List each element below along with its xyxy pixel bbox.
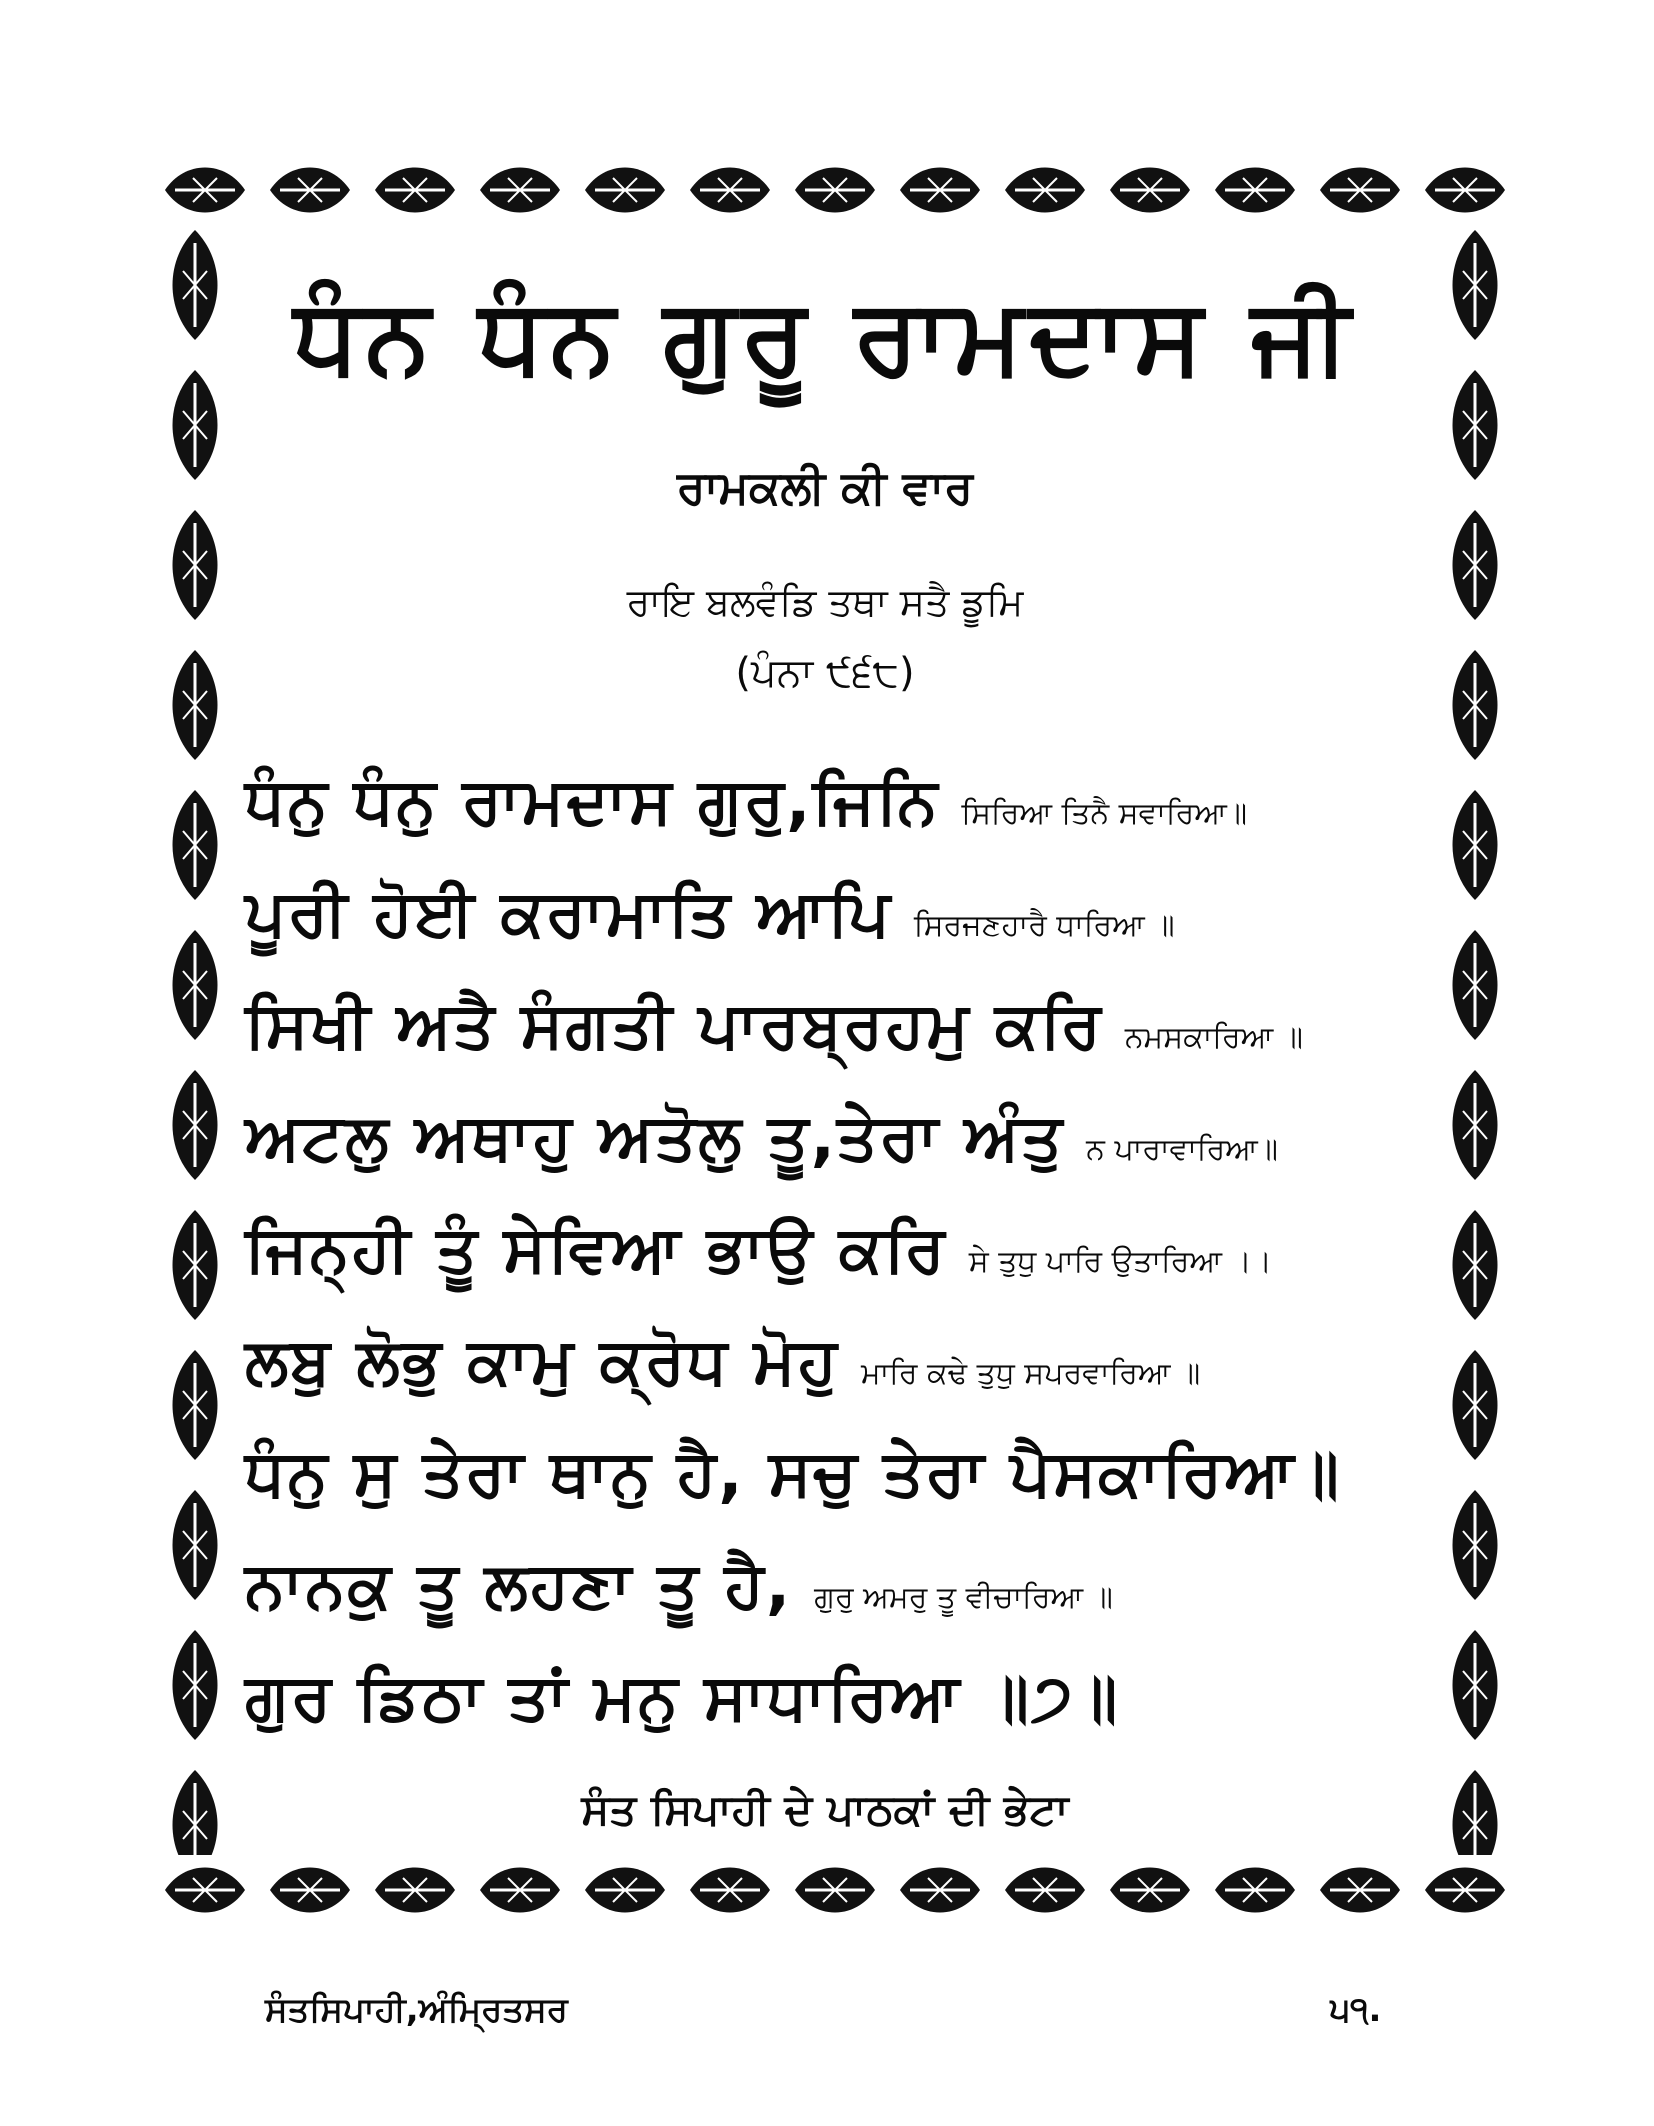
verse-main-text: ਧੰਨੁ ਧੰਨੁ ਰਾਮਦਾਸ ਗੁਰੁ,ਜਿਨਿ: [245, 765, 940, 839]
ornament-icon: [585, 168, 665, 213]
ornament-icon: [1453, 1770, 1498, 1855]
verse-main-text: ਧੰਨੁ ਸੁ ਤੇਰਾ ਥਾਨੁ ਹੈ, ਸਚੁ ਤੇਰਾ ਪੈਸਕਾਰਿਆ॥: [245, 1437, 1341, 1511]
ornament-icon: [270, 168, 350, 213]
ornament-icon: [1453, 650, 1498, 760]
ornament-icon: [480, 1868, 560, 1913]
verse-tail-text: ਸਿਰਿਆ ਤਿਨੈ ਸਵਾਰਿਆ॥: [961, 796, 1248, 831]
verse-main-text: ਸਿਖੀ ਅਤੈ ਸੰਗਤੀ ਪਾਰਬ੍ਰਹਮੁ ਕਰਿ: [245, 989, 1103, 1063]
ornament-icon: [173, 930, 218, 1040]
ornament-icon: [173, 1070, 218, 1180]
footer-page-number: ੫੧.: [1330, 1990, 1382, 2030]
verse-tail-text: ਗੁਰੁ ਅਮਰੁ ਤੂ ਵੀਚਾਰਿਆ ॥: [814, 1580, 1113, 1615]
ornament-icon: [585, 1868, 665, 1913]
ornament-icon: [1453, 510, 1498, 620]
ornament-icon: [165, 1868, 245, 1913]
ornament-icon: [1005, 1868, 1085, 1913]
verse-line: [245, 1549, 1460, 1661]
ornament-icon: [690, 1868, 770, 1913]
verse-main-text: ਅਟਲੁ ਅਥਾਹੁ ਅਤੋਲੁ ਤੂ,ਤੇਰਾ ਅੰਤੁ: [245, 1101, 1065, 1175]
ornament-icon: [1110, 1868, 1190, 1913]
dedication-line: ਸੰਤ ਸਿਪਾਹੀ ਦੇ ਪਾਠਕਾਂ ਦੀ ਭੇਟਾ: [581, 1785, 1069, 1834]
ornament-icon: [795, 1868, 875, 1913]
ornament-icon: [165, 168, 245, 213]
ornament-icon: [173, 1350, 218, 1460]
verse-main-text: ਗੁਰ ਡਿਠਾ ਤਾਂ ਮਨੁ ਸਾਧਾਰਿਆ ॥੭॥: [245, 1661, 1120, 1735]
ornament-icon: [270, 1868, 350, 1913]
verse-line: [245, 1213, 1460, 1325]
ornament-icon: [900, 168, 980, 213]
ornament-icon: [1453, 230, 1498, 340]
ornament-icon: [1110, 168, 1190, 213]
border-bottom: [160, 1855, 1510, 1925]
ornament-icon: [690, 168, 770, 213]
ornament-icon: [1320, 1868, 1400, 1913]
verse-line: [245, 1661, 1460, 1773]
ornament-icon: [1005, 168, 1085, 213]
verse-tail-text: ਨਮਸਕਾਰਿਆ ॥: [1124, 1020, 1303, 1055]
verse-tail-text: ਮਾਰਿ ਕਢੇ ਤੁਧੁ ਸਪਰਵਾਰਿਆ ॥: [860, 1356, 1201, 1391]
verse-main-text: ਨਾਨਕੁ ਤੂ ਲਹਣਾ ਤੂ ਹੈ,: [245, 1549, 793, 1623]
verse-line: [245, 1101, 1460, 1213]
ornament-icon: [173, 1490, 218, 1600]
verse-line: [245, 1437, 1460, 1549]
ornament-icon: [1453, 370, 1498, 480]
ornament-icon: [173, 790, 218, 900]
verse-line: [245, 877, 1460, 989]
subtitle: ਰਾਮਕਲੀ ਕੀ ਵਾਰ: [677, 460, 973, 514]
ornament-icon: [375, 1868, 455, 1913]
ornament-icon: [1425, 1868, 1505, 1913]
verse-line: [245, 765, 1460, 877]
ornament-icon: [795, 168, 875, 213]
ornament-icon: [173, 1210, 218, 1320]
ornament-icon: [173, 1630, 218, 1740]
verse-line: [245, 989, 1460, 1101]
ornament-icon: [1215, 168, 1295, 213]
verse-tail-text: ਸਿਰਜਣਹਾਰੈ ਧਾਰਿਆ ॥: [913, 908, 1175, 943]
ornament-icon: [1215, 1868, 1295, 1913]
ornament-icon: [375, 168, 455, 213]
verse-main-text: ਪੂਰੀ ਹੋਈ ਕਰਾਮਾਤਿ ਆਪਿ: [245, 877, 892, 951]
page-title: ਧੰਨ ਧੰਨ ਗੁਰੂ ਰਾਮਦਾਸ ਜੀ: [293, 275, 1357, 397]
verse-main-text: ਲਬੁ ਲੋਭੁ ਕਾਮੁ ਕ੍ਰੋਧ ਮੋਹੁ: [245, 1325, 839, 1399]
verse-line: [245, 1325, 1460, 1437]
verse-tail-text: ਨ ਪਾਰਾਵਾਰਿਆ॥: [1086, 1132, 1279, 1167]
verse-list: [245, 765, 1460, 1773]
ornament-icon: [1320, 168, 1400, 213]
ornament-icon: [480, 168, 560, 213]
section-heading: ਰਾਇ ਬਲਵੰਡਿ ਤਥਾ ਸਤੈ ਡੂਮਿ: [626, 580, 1024, 624]
footer-publication: ਸੰਤਸਿਪਾਹੀ,ਅੰਮ੍ਰਿਤਸਰ: [265, 1990, 568, 2030]
ornament-icon: [1425, 168, 1505, 213]
verse-main-text: ਜਿਨ੍ਹੀ ਤੂੰ ਸੇਵਿਆ ਭਾਉ ਕਰਿ: [245, 1213, 947, 1287]
border-top: [160, 155, 1510, 225]
verse-tail-text: ਸੇ ਤੁਧੁ ਪਾਰਿ ਉਤਾਰਿਆ ।।: [968, 1244, 1272, 1279]
page-reference: (ਪੰਨਾ ੯੬੮): [735, 650, 915, 696]
ornament-icon: [900, 1868, 980, 1913]
